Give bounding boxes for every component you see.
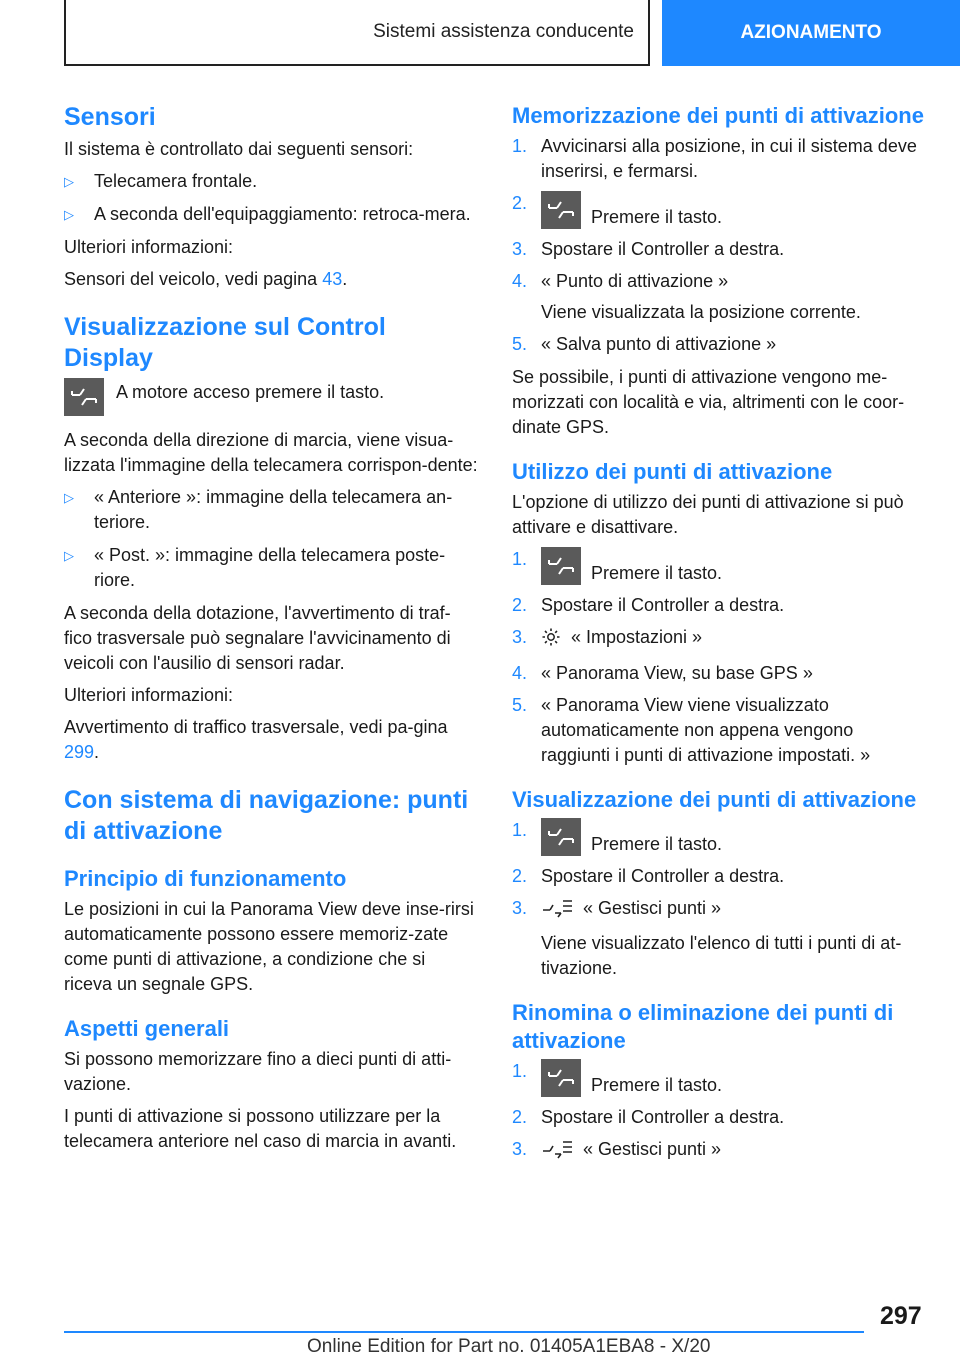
header-section-title: Sistemi assistenza conducente (373, 21, 634, 42)
step-item: 2. Spostare il Controller a destra. (512, 866, 785, 886)
list-item: ▷ A seconda dell'equipaggiamento: retroca-mera. (64, 202, 478, 227)
utilizzo-para: L'opzione di utilizzo dei punti di attivazione si può attivare e disattivare. (512, 492, 904, 537)
step-item: 4. « Punto di attivazione » Viene visualizzata la posizione corrente. (512, 269, 926, 325)
footer-edition: Online Edition for Part no. 01405A1EBA8 - X/20 (307, 1336, 711, 1357)
sensori-list (64, 169, 478, 227)
sensori-intro: Il sistema è controllato dai seguenti sensori: (64, 139, 414, 159)
aspetti-text-1: Si possono memorizzare fino a dieci punti di atti-vazione. (64, 1049, 452, 1094)
right-column (512, 100, 926, 1174)
step-item: 3. « Gestisci punti » Viene visualizzato l'elenco di tutti i punti di at-tivazione. (512, 896, 926, 981)
step-item: 3. « Gestisci punti » (512, 1137, 926, 1166)
camera-button-icon (541, 818, 581, 856)
utilizzo-heading: Utilizzo dei punti di attivazione (512, 459, 833, 484)
aspetti-heading: Aspetti generali (64, 1016, 230, 1041)
step-item: 4. « Panorama View, su base GPS » (512, 663, 813, 683)
visualizzazione-list (64, 485, 478, 593)
camera-button-icon (541, 547, 581, 585)
visualizzazione-punti-steps (512, 818, 926, 981)
step-item: 1. Premere il tasto. (512, 549, 723, 583)
step-subtext: Viene visualizzato l'elenco di tutti i punti di at-tivazione. (541, 933, 902, 978)
bullet-triangle-icon: ▷ (64, 548, 74, 563)
list-item: ▷ « Post. »: immagine della telecamera poste-riore. (64, 545, 446, 590)
list-points-icon (541, 898, 573, 925)
list-item: ▷ « Anteriore »: immagine della telecamera an-teriore. (64, 487, 453, 532)
list-points-icon (541, 1139, 573, 1166)
step-subtext: Viene visualizzata la posizione corrente. (541, 302, 861, 322)
visualizzazione-para2: A seconda della dotazione, l'avvertimento di traf-fico trasversale può segnalare l'avvicinamento di veicoli con l'ausilio di sensori radar. (64, 603, 451, 673)
bullet-triangle-icon: ▷ (64, 207, 74, 222)
step-item: 2. Premere il tasto. (512, 193, 723, 227)
header-chapter-title: AZIONAMENTO (740, 22, 882, 43)
page-link[interactable]: 299 (64, 742, 95, 762)
memorizzazione-para: Se possibile, i punti di attivazione vengono me-morizzati con località e via, altrimenti con le coor-dinate GPS. (512, 367, 905, 437)
utilizzo-steps (512, 547, 926, 768)
visualizzazione-punti-heading: Visualizzazione dei punti di attivazione (512, 787, 917, 812)
step-item: 2. Spostare il Controller a destra. (512, 1107, 785, 1127)
camera-button-icon (64, 378, 104, 416)
rinomina-steps (512, 1059, 926, 1166)
footer-divider (64, 1331, 864, 1333)
sensori-reference: Sensori del veicolo, vedi pagina 43. (64, 269, 348, 289)
step-item: 5. « Salva punto di attivazione » (512, 334, 777, 354)
step-item: 1. Premere il tasto. (512, 820, 723, 854)
list-item: ▷ Telecamera frontale. (64, 169, 478, 194)
visualizzazione-para: A seconda della direzione di marcia, viene visua-lizzata l'immagine della telecamera corrispon-dente: (64, 430, 478, 475)
visualizzazione-heading: Visualizzazione sul Control Display (64, 313, 386, 372)
button-instruction (64, 380, 478, 416)
bullet-triangle-icon: ▷ (64, 490, 74, 505)
visualizzazione-more-label: Ulteriori informazioni: (64, 685, 234, 705)
header-section-box (64, 0, 650, 66)
step-item: 1. Avvicinarsi alla posizione, in cui il sistema deve inserirsi, e fermarsi. (512, 136, 917, 181)
step-item: 2. Spostare il Controller a destra. (512, 595, 785, 615)
step-item: 3. « Impostazioni » (512, 625, 926, 654)
camera-button-icon (541, 191, 581, 229)
sensori-more-label: Ulteriori informazioni: (64, 237, 234, 257)
step-item: 3. Spostare il Controller a destra. (512, 239, 785, 259)
memorizzazione-steps (512, 134, 926, 357)
memorizzazione-heading: Memorizzazione dei punti di attivazione (512, 103, 924, 128)
page-number: 297 (880, 1302, 922, 1330)
header-chapter-tab (662, 0, 960, 66)
page-link[interactable]: 43 (322, 269, 343, 289)
principio-text: Le posizioni in cui la Panorama View deve inse-rirsi automaticamente possono essere memoriz-zate come punti di attivazione, a condizione che si riceva un segnale GPS. (64, 899, 474, 994)
gear-icon (541, 627, 561, 654)
sensori-heading: Sensori (64, 103, 156, 131)
step-item: 1. Premere il tasto. (512, 1061, 723, 1095)
button-instruction-text: A motore acceso premere il tasto. (116, 382, 385, 402)
aspetti-text-2: I punti di attivazione si possono utilizzare per la telecamera anteriore nel caso di marcia in avanti. (64, 1106, 457, 1151)
camera-button-icon (541, 1059, 581, 1097)
navigazione-heading: Con sistema di navigazione: punti di attivazione (64, 786, 469, 845)
step-item: 5. « Panorama View viene visualizzato automaticamente non appena vengono raggiunti i punti di attivazione impostati. » (512, 695, 871, 765)
rinomina-heading: Rinomina o eliminazione dei punti di attivazione (512, 1000, 894, 1053)
left-column (64, 100, 478, 1161)
principio-heading: Principio di funzionamento (64, 866, 347, 891)
visualizzazione-reference: Avvertimento di traffico trasversale, vedi pa-gina 299. (64, 717, 448, 762)
bullet-triangle-icon: ▷ (64, 174, 74, 189)
